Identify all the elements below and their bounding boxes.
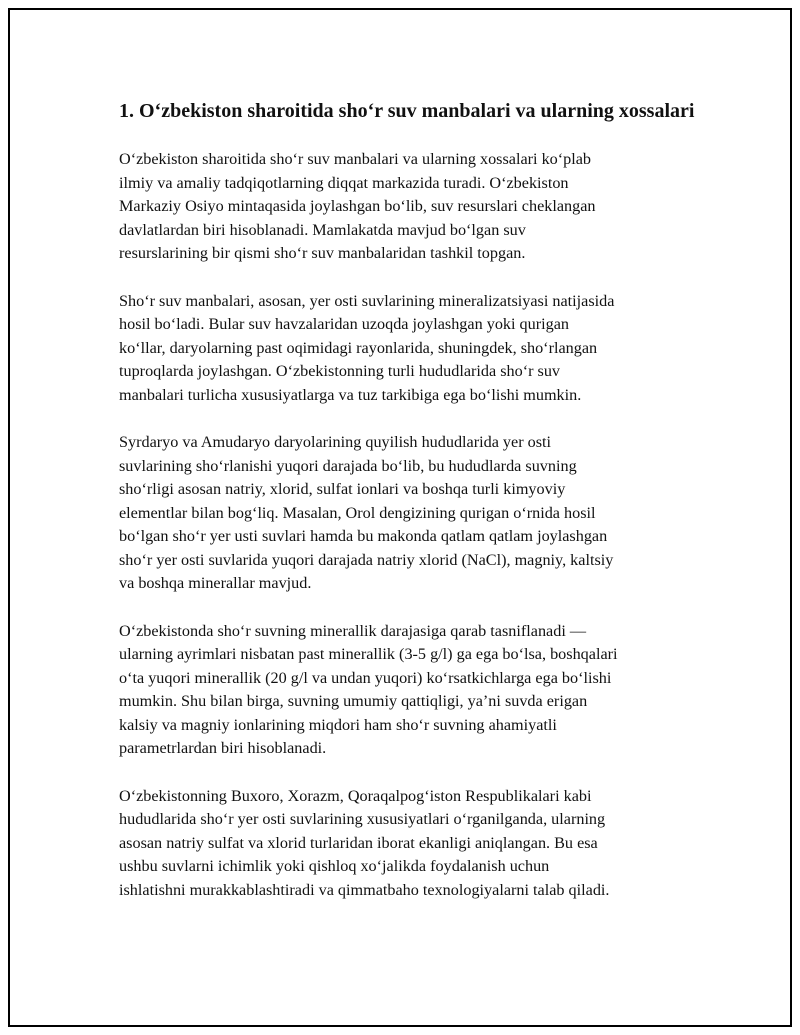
section-heading: 1. O‘zbekiston sharoitida sho‘r suv manbalari va ularning xossalari: [119, 100, 695, 122]
document-body: [119, 98, 701, 902]
paragraph-1: O‘zbekiston sharoitida sho‘r suv manbalari va ularning xossalari ko‘plab ilmiy va amaliy tadqiqotlarning diqqat markazida turadi. O‘zbekiston Markaziy Osiyo mintaqasida joylashgan bo‘lib, suv resurslari cheklangan davlatlardan biri hisoblanadi. Mamlakatda mavjud bo‘lgan suv resurslarining bir qismi sho‘r suv manbalaridan tashkil topgan.: [119, 150, 596, 262]
paragraph-4: O‘zbekistonda sho‘r suvning minerallik darajasiga qarab tasniflanadi — ularning ayrimlari nisbatan past minerallik (3-5 g/l) ga ega bo‘lsa, boshqalari o‘ta yuqori minerallik (20 g/l va undan yuqori) ko‘rsatkichlarga ega bo‘lishi mumkin. Shu bilan birga, suvning umumiy qattiqligi, ya’ni suvda erigan kalsiy va magniy ionlarining miqdori ham sho‘r suvning ahamiyatli parametrlardan biri hisoblanadi.: [119, 621, 618, 757]
paragraph-2: Sho‘r suv manbalari, asosan, yer osti suvlarining mineralizatsiyasi natijasida hosil bo‘ladi. Bular suv havzalaridan uzoqda joylashgan yoki qurigan ko‘llar, daryolarning past oqimidagi rayonlarida, shuningdek, sho‘rlangan tuproqlarda joylashgan. O‘zbekistonning turli hududlarida sho‘r suv manbalari turlicha xususiyatlarga va tuz tarkibiga ega bo‘lishi mumkin.: [119, 291, 615, 404]
paragraph-5: O‘zbekistonning Buxoro, Xorazm, Qoraqalpog‘iston Respublikalari kabi hududlarida sho‘r yer osti suvlarining xususiyatlari o‘rganilganda, ularning asosan natriy sulfat va xlorid turlaridan iborat ekanligi aniqlangan. Bu esa ushbu suvlarni ichimlik yoki qishloq xo‘jalikda foydalanish uchun ishlatishni murakkablashtiradi va qimmatbaho texnologiyalarni talab qiladi.: [119, 786, 610, 899]
page-frame: [8, 8, 792, 1027]
paragraph-3: Syrdaryo va Amudaryo daryolarining quyilish hududlarida yer osti suvlarining sho‘rlanishi yuqori darajada bo‘lib, bu hududlarda suvning sho‘rligi asosan natriy, xlorid, sulfat ionlari va boshqa turli kimyoviy elementlar bilan bog‘liq. Masalan, Orol dengizining qurigan o‘rnida hosil bo‘lgan sho‘r yer usti suvlari hamda bu makonda qatlam qatlam joylashgan sho‘r yer osti suvlarida yuqori darajada natriy xlorid (NaCl), magniy, kaltsiy va boshqa minerallar mavjud.: [119, 433, 614, 592]
